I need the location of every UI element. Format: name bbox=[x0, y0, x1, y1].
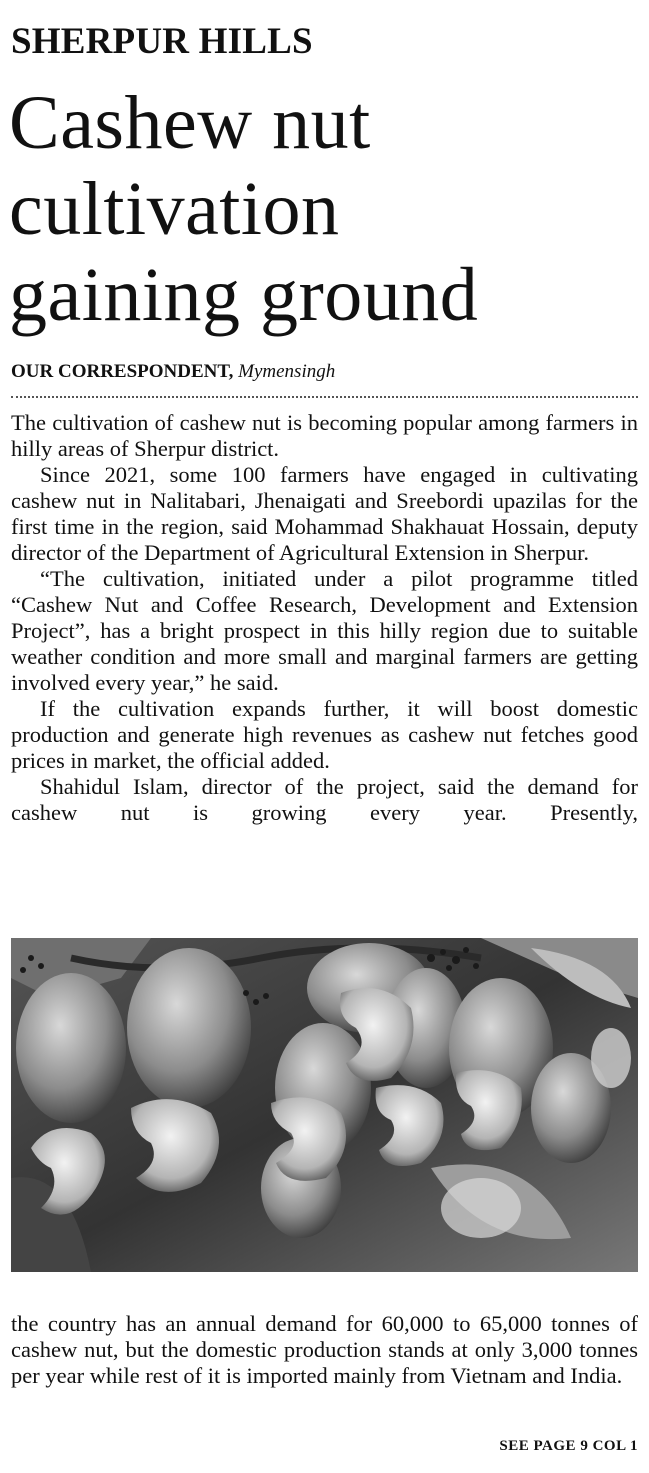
byline-divider bbox=[11, 396, 638, 398]
headline-line-3: gaining ground bbox=[9, 253, 479, 337]
headline-line-2: cultivation bbox=[9, 167, 340, 251]
paragraph-1: The cultivation of cashew nut is becoming popular among farmers in hilly areas of Sherpur district. bbox=[11, 410, 638, 461]
cashew-photo-illustration bbox=[11, 938, 638, 1272]
cashew-fruits-photo bbox=[11, 938, 638, 1272]
article-body-bottom bbox=[11, 1311, 638, 1389]
byline-location: Mymensingh bbox=[238, 361, 336, 382]
paragraph-5: Shahidul Islam, director of the project, said the demand for cashew nut is growing every year. Presently, bbox=[11, 774, 638, 825]
paragraph-6: the country has an annual demand for 60,000 to 65,000 tonnes of cashew nut, but the domestic production stands at only 3,000 tonnes per year while rest of it is imported mainly from Vietnam and India. bbox=[11, 1311, 638, 1388]
jump-line[interactable]: SEE PAGE 9 COL 1 bbox=[499, 1438, 638, 1454]
kicker: SHERPUR HILLS bbox=[11, 21, 313, 62]
byline bbox=[11, 361, 335, 383]
article-body-top bbox=[11, 410, 638, 826]
headline-line-1: Cashew nut bbox=[9, 81, 371, 165]
byline-author: OUR CORRESPONDENT, bbox=[11, 361, 234, 382]
paragraph-2: Since 2021, some 100 farmers have engaged in cultivating cashew nut in Nalitabari, Jhenaigati and Sreebordi upazilas for the first time in the region, said Mohammad Shakhauat Hossain, deputy director of the Department of Agricultural Extension in Sherpur. bbox=[11, 462, 638, 565]
paragraph-3: “The cultivation, initiated under a pilot programme titled “Cashew Nut and Coffee Research, Development and Extension Project”, has a bright prospect in this hilly region due to suitable weather condition and more small and marginal farmers are getting involved every year,” he said. bbox=[11, 566, 638, 695]
headline bbox=[9, 80, 639, 338]
paragraph-4: If the cultivation expands further, it will boost domestic production and generate high revenues as cashew nut fetches good prices in market, the official added. bbox=[11, 696, 638, 773]
